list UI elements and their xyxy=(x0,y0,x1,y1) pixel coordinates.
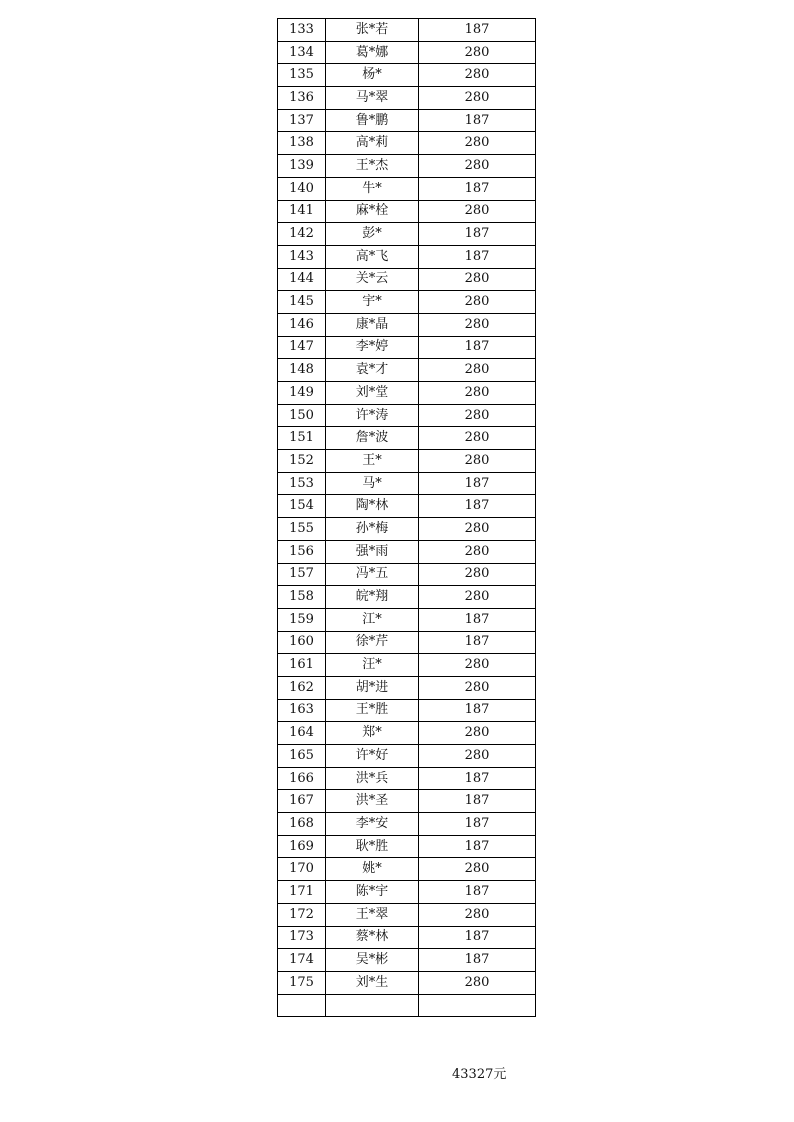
name-cell: 王*胜 xyxy=(326,699,419,722)
table-row xyxy=(278,404,536,427)
table-row xyxy=(278,949,536,972)
table-row xyxy=(278,336,536,359)
row-number-cell: 141 xyxy=(278,200,326,223)
row-number-cell: 169 xyxy=(278,835,326,858)
amount-cell: 280 xyxy=(419,404,536,427)
row-number-cell: 150 xyxy=(278,404,326,427)
table-row xyxy=(278,835,536,858)
name-cell: 王* xyxy=(326,450,419,473)
name-cell: 麻*栓 xyxy=(326,200,419,223)
name-cell: 葛*娜 xyxy=(326,41,419,64)
amount-cell: 187 xyxy=(419,926,536,949)
name-cell: 郑* xyxy=(326,722,419,745)
row-number-cell: 142 xyxy=(278,223,326,246)
amount-cell: 280 xyxy=(419,586,536,609)
amount-cell: 280 xyxy=(419,200,536,223)
name-cell: 关*云 xyxy=(326,268,419,291)
amount-cell: 280 xyxy=(419,87,536,110)
amount-cell: 280 xyxy=(419,313,536,336)
row-number-cell: 148 xyxy=(278,359,326,382)
amount-cell: 280 xyxy=(419,64,536,87)
row-number-cell: 138 xyxy=(278,132,326,155)
name-cell: 鲁*鹏 xyxy=(326,109,419,132)
row-number-cell: 164 xyxy=(278,722,326,745)
amount-cell: 280 xyxy=(419,676,536,699)
amount-cell: 280 xyxy=(419,132,536,155)
table-row xyxy=(278,64,536,87)
table-row xyxy=(278,359,536,382)
table-row xyxy=(278,722,536,745)
amount-cell: 187 xyxy=(419,336,536,359)
amount-cell: 280 xyxy=(419,903,536,926)
amount-cell: 280 xyxy=(419,155,536,178)
amount-cell: 187 xyxy=(419,949,536,972)
amount-cell: 280 xyxy=(419,563,536,586)
name-cell: 蔡*林 xyxy=(326,926,419,949)
row-number-cell: 157 xyxy=(278,563,326,586)
amount-cell: 280 xyxy=(419,858,536,881)
name-cell: 彭* xyxy=(326,223,419,246)
row-number-cell: 161 xyxy=(278,654,326,677)
name-cell: 詹*波 xyxy=(326,427,419,450)
name-cell: 洪*兵 xyxy=(326,767,419,790)
row-number-cell: 153 xyxy=(278,472,326,495)
table-row xyxy=(278,291,536,314)
name-cell: 汪* xyxy=(326,654,419,677)
table-row xyxy=(278,608,536,631)
row-number-cell: 155 xyxy=(278,518,326,541)
amount-cell xyxy=(419,994,536,1017)
amount-cell: 280 xyxy=(419,745,536,768)
row-number-cell: 144 xyxy=(278,268,326,291)
amount-cell: 187 xyxy=(419,813,536,836)
row-number-cell: 133 xyxy=(278,19,326,42)
name-cell: 耿*胜 xyxy=(326,835,419,858)
row-number-cell: 136 xyxy=(278,87,326,110)
table-body xyxy=(278,19,536,1017)
amount-cell: 187 xyxy=(419,109,536,132)
row-number-cell: 168 xyxy=(278,813,326,836)
table-row xyxy=(278,540,536,563)
name-cell: 李*婷 xyxy=(326,336,419,359)
name-cell: 吴*彬 xyxy=(326,949,419,972)
table-row xyxy=(278,109,536,132)
name-cell xyxy=(326,994,419,1017)
name-cell: 许*好 xyxy=(326,745,419,768)
name-cell: 陈*宇 xyxy=(326,881,419,904)
amount-cell: 187 xyxy=(419,699,536,722)
name-cell: 江* xyxy=(326,608,419,631)
table-row xyxy=(278,631,536,654)
amount-cell: 280 xyxy=(419,971,536,994)
name-cell: 袁*才 xyxy=(326,359,419,382)
amount-cell: 280 xyxy=(419,291,536,314)
table-row xyxy=(278,132,536,155)
table-row xyxy=(278,382,536,405)
table-row xyxy=(278,767,536,790)
amount-cell: 280 xyxy=(419,450,536,473)
table-row xyxy=(278,994,536,1017)
name-cell: 洪*圣 xyxy=(326,790,419,813)
table-row xyxy=(278,676,536,699)
amount-cell: 280 xyxy=(419,427,536,450)
table-row xyxy=(278,223,536,246)
row-number-cell: 165 xyxy=(278,745,326,768)
table-row xyxy=(278,790,536,813)
name-cell: 孙*梅 xyxy=(326,518,419,541)
row-number-cell: 140 xyxy=(278,177,326,200)
name-cell: 刘*生 xyxy=(326,971,419,994)
row-number-cell: 147 xyxy=(278,336,326,359)
amount-cell: 187 xyxy=(419,245,536,268)
row-number-cell: 173 xyxy=(278,926,326,949)
table-row xyxy=(278,518,536,541)
name-cell: 宇* xyxy=(326,291,419,314)
amount-cell: 280 xyxy=(419,654,536,677)
table-row xyxy=(278,427,536,450)
total-amount: 43327元 xyxy=(452,1067,507,1082)
recipient-table xyxy=(277,18,536,1017)
name-cell: 许*涛 xyxy=(326,404,419,427)
name-cell: 杨* xyxy=(326,64,419,87)
name-cell: 皖*翔 xyxy=(326,586,419,609)
row-number-cell: 137 xyxy=(278,109,326,132)
row-number-cell: 162 xyxy=(278,676,326,699)
amount-cell: 187 xyxy=(419,223,536,246)
name-cell: 高*莉 xyxy=(326,132,419,155)
table-row xyxy=(278,450,536,473)
row-number-cell: 160 xyxy=(278,631,326,654)
row-number-cell: 166 xyxy=(278,767,326,790)
amount-cell: 187 xyxy=(419,767,536,790)
table-row xyxy=(278,313,536,336)
name-cell: 马* xyxy=(326,472,419,495)
row-number-cell: 167 xyxy=(278,790,326,813)
name-cell: 胡*进 xyxy=(326,676,419,699)
row-number-cell: 170 xyxy=(278,858,326,881)
row-number-cell: 134 xyxy=(278,41,326,64)
row-number-cell: 174 xyxy=(278,949,326,972)
table-row xyxy=(278,586,536,609)
row-number-cell: 146 xyxy=(278,313,326,336)
name-cell: 王*杰 xyxy=(326,155,419,178)
name-cell: 冯*五 xyxy=(326,563,419,586)
table-row xyxy=(278,268,536,291)
row-number-cell: 145 xyxy=(278,291,326,314)
amount-cell: 187 xyxy=(419,495,536,518)
table-row xyxy=(278,200,536,223)
table-row xyxy=(278,563,536,586)
row-number-cell: 175 xyxy=(278,971,326,994)
amount-cell: 187 xyxy=(419,608,536,631)
table-row xyxy=(278,495,536,518)
table-row xyxy=(278,654,536,677)
row-number-cell: 149 xyxy=(278,382,326,405)
row-number-cell xyxy=(278,994,326,1017)
name-cell: 陶*林 xyxy=(326,495,419,518)
name-cell: 张*若 xyxy=(326,19,419,42)
table-row xyxy=(278,926,536,949)
name-cell: 马*翠 xyxy=(326,87,419,110)
name-cell: 牛* xyxy=(326,177,419,200)
table-row xyxy=(278,745,536,768)
row-number-cell: 139 xyxy=(278,155,326,178)
amount-cell: 187 xyxy=(419,19,536,42)
row-number-cell: 159 xyxy=(278,608,326,631)
row-number-cell: 172 xyxy=(278,903,326,926)
row-number-cell: 135 xyxy=(278,64,326,87)
row-number-cell: 151 xyxy=(278,427,326,450)
name-cell: 高*飞 xyxy=(326,245,419,268)
table-row xyxy=(278,19,536,42)
amount-cell: 280 xyxy=(419,518,536,541)
name-cell: 强*雨 xyxy=(326,540,419,563)
table-row xyxy=(278,177,536,200)
table-row xyxy=(278,858,536,881)
name-cell: 李*安 xyxy=(326,813,419,836)
amount-cell: 187 xyxy=(419,790,536,813)
amount-cell: 187 xyxy=(419,631,536,654)
table-row xyxy=(278,245,536,268)
amount-cell: 280 xyxy=(419,722,536,745)
amount-cell: 187 xyxy=(419,472,536,495)
table-row xyxy=(278,903,536,926)
table-row xyxy=(278,699,536,722)
name-cell: 姚* xyxy=(326,858,419,881)
row-number-cell: 171 xyxy=(278,881,326,904)
row-number-cell: 154 xyxy=(278,495,326,518)
amount-cell: 280 xyxy=(419,359,536,382)
table-row xyxy=(278,87,536,110)
row-number-cell: 156 xyxy=(278,540,326,563)
amount-cell: 187 xyxy=(419,835,536,858)
row-number-cell: 163 xyxy=(278,699,326,722)
row-number-cell: 152 xyxy=(278,450,326,473)
row-number-cell: 143 xyxy=(278,245,326,268)
amount-cell: 187 xyxy=(419,881,536,904)
amount-cell: 187 xyxy=(419,177,536,200)
amount-cell: 280 xyxy=(419,268,536,291)
table-row xyxy=(278,41,536,64)
name-cell: 徐*芹 xyxy=(326,631,419,654)
table-row xyxy=(278,155,536,178)
amount-cell: 280 xyxy=(419,41,536,64)
row-number-cell: 158 xyxy=(278,586,326,609)
name-cell: 康*晶 xyxy=(326,313,419,336)
table-row xyxy=(278,881,536,904)
amount-cell: 280 xyxy=(419,540,536,563)
table-row xyxy=(278,472,536,495)
table-row xyxy=(278,813,536,836)
table-row xyxy=(278,971,536,994)
name-cell: 刘*堂 xyxy=(326,382,419,405)
amount-cell: 280 xyxy=(419,382,536,405)
name-cell: 王*翠 xyxy=(326,903,419,926)
